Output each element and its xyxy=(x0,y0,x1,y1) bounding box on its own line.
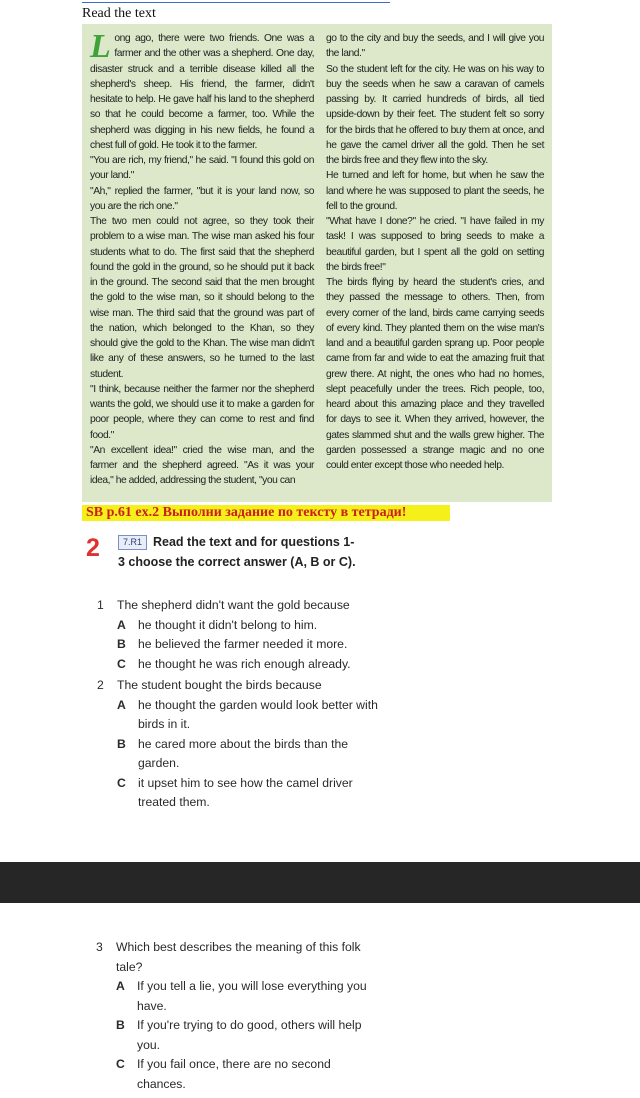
option-letter: A xyxy=(116,979,125,993)
option-letter: B xyxy=(117,637,126,651)
question-1 xyxy=(97,596,397,676)
option-text: he cared more about the birds than the garden. xyxy=(138,736,349,770)
option-letter: B xyxy=(116,1018,125,1032)
option-text: If you're trying to do good, others will help you. xyxy=(137,1018,362,1052)
story-paragraph: "An excellent idea!" cried the wise man, and the farmer and the shepherd agreed. "As it was your idea," he added, addressing the student, "you can xyxy=(90,444,314,487)
question-text: The shepherd didn't want the gold because xyxy=(117,598,350,612)
option-letter: B xyxy=(117,736,126,751)
story-text-panel xyxy=(82,24,552,502)
option-letter: A xyxy=(117,697,126,712)
option-text: he believed the farmer needed it more. xyxy=(138,637,348,651)
exercise-number: 2 xyxy=(86,534,100,562)
drop-cap-letter: L xyxy=(90,28,111,65)
story-paragraph: So the student left for the city. He was on his way to buy the seeds when he saw a caravan of camels passing by. It carried hundreds of birds, all tied upside-down by their feet. The student felt so sorry for the birds that he offered to buy them at once, and he gave the camel driver all the gold. Then he set the birds free and they flew into the sky. xyxy=(326,63,544,166)
question-text: Which best describes the meaning of this folk tale? xyxy=(116,940,361,974)
cropped-link-underline xyxy=(82,2,390,3)
option-letter: C xyxy=(117,775,126,790)
homework-task-line: SB p.61 ex.2 Выполни задание по тексту в тетради! xyxy=(82,505,450,521)
story-paragraph: "I think, because neither the farmer nor the shepherd wants the gold, we should use it to make a garden for poor people, where they can come to rest and find food." xyxy=(90,383,314,441)
question-3 xyxy=(96,938,396,1098)
story-paragraph: "Ah," replied the farmer, "but it is your land now, so you are the rich one." xyxy=(90,185,314,212)
option-text: If you fail once, there are no second chances. xyxy=(137,1057,331,1091)
exercise-code-badge: 7.R1 xyxy=(118,535,147,550)
story-paragraph: go to the city and buy the seeds, and I will give you the land." xyxy=(326,33,544,60)
question-number: 1 xyxy=(97,598,104,612)
option-text: If you tell a lie, you will lose everything you have. xyxy=(137,979,367,1013)
story-paragraph: The birds flying by heard the student's cries, and they passed the message to others. Then, from every corner of the land, birds came carrying seeds of every kind. They planted them on the wise man's land and a beautiful garden sprang up. Poor people came from far and wide to eat the amazing fruit that grew there. At night, the ones who had no homes, slept peacefully under the trees. Rich people, too, heard about this amazing place and they travelled for days to see it. When they arrived, however, the gates slammed shut and the walls grew higher. The garden possessed a strange magic and no one could enter except those who needed help. xyxy=(326,277,544,471)
story-paragraph: He turned and left for home, but when he saw the land where he was supposed to plant the seeds, he fell to the ground. xyxy=(326,170,544,212)
story-paragraph: The two men could not agree, so they took their problem to a wise man. The wise man asked his four students what to do. The first said that the shepherd found the gold in the ground, so he should put it back in the ground. The second said that the men brought the gold to the wise man, so it should belong to the wise man. The third said that the ground was part of the nation, which belonged to the Khan, so they should give the gold to the Khan. The wise man didn't like any of these answers, so he turned to the last student. xyxy=(90,216,314,380)
option-text: he thought the garden would look better with birds in it. xyxy=(138,697,378,731)
option-text: it upset him to see how the camel driver treated them. xyxy=(138,775,353,809)
question-number: 3 xyxy=(96,940,103,954)
page-heading: Read the text xyxy=(82,6,156,21)
option-text: he thought it didn't belong to him. xyxy=(138,617,318,632)
exercise-instruction: Read the text and for questions 1-3 choose the correct answer (A, B or C). xyxy=(118,535,356,569)
textbook-page-bottom xyxy=(0,903,640,1094)
option-letter: A xyxy=(117,617,126,632)
question-2 xyxy=(97,676,397,816)
option-text: he thought he was rich enough already. xyxy=(138,656,351,671)
story-paragraph: "What have I done?" he cried. "I have failed in my task! I was supposed to bring seeds to make a beautiful garden, but I spent all the gold on setting the birds free!" xyxy=(326,216,544,273)
story-left-column xyxy=(90,28,314,489)
story-paragraph: Long ago, there were two friends. One was a farmer and the other was a shepherd. One day, disaster struck and a terrible disease killed all the shepherd's sheep. His friend, the farmer, didn't hesitate to help. He gave half his land to the shepherd so that he could become a farmer, too. While the shepherd was digging in his new fields, he found a chest full of gold. He took it to the farmer. xyxy=(90,28,314,151)
option-letter: C xyxy=(117,656,126,671)
question-text: The student bought the birds because xyxy=(117,678,322,692)
option-letter: C xyxy=(116,1057,125,1071)
story-right-column xyxy=(326,31,544,473)
question-number: 2 xyxy=(97,678,104,692)
screenshot-divider-band xyxy=(0,862,640,903)
story-paragraph: "You are rich, my friend," he said. "I found this gold on your land." xyxy=(90,155,314,182)
